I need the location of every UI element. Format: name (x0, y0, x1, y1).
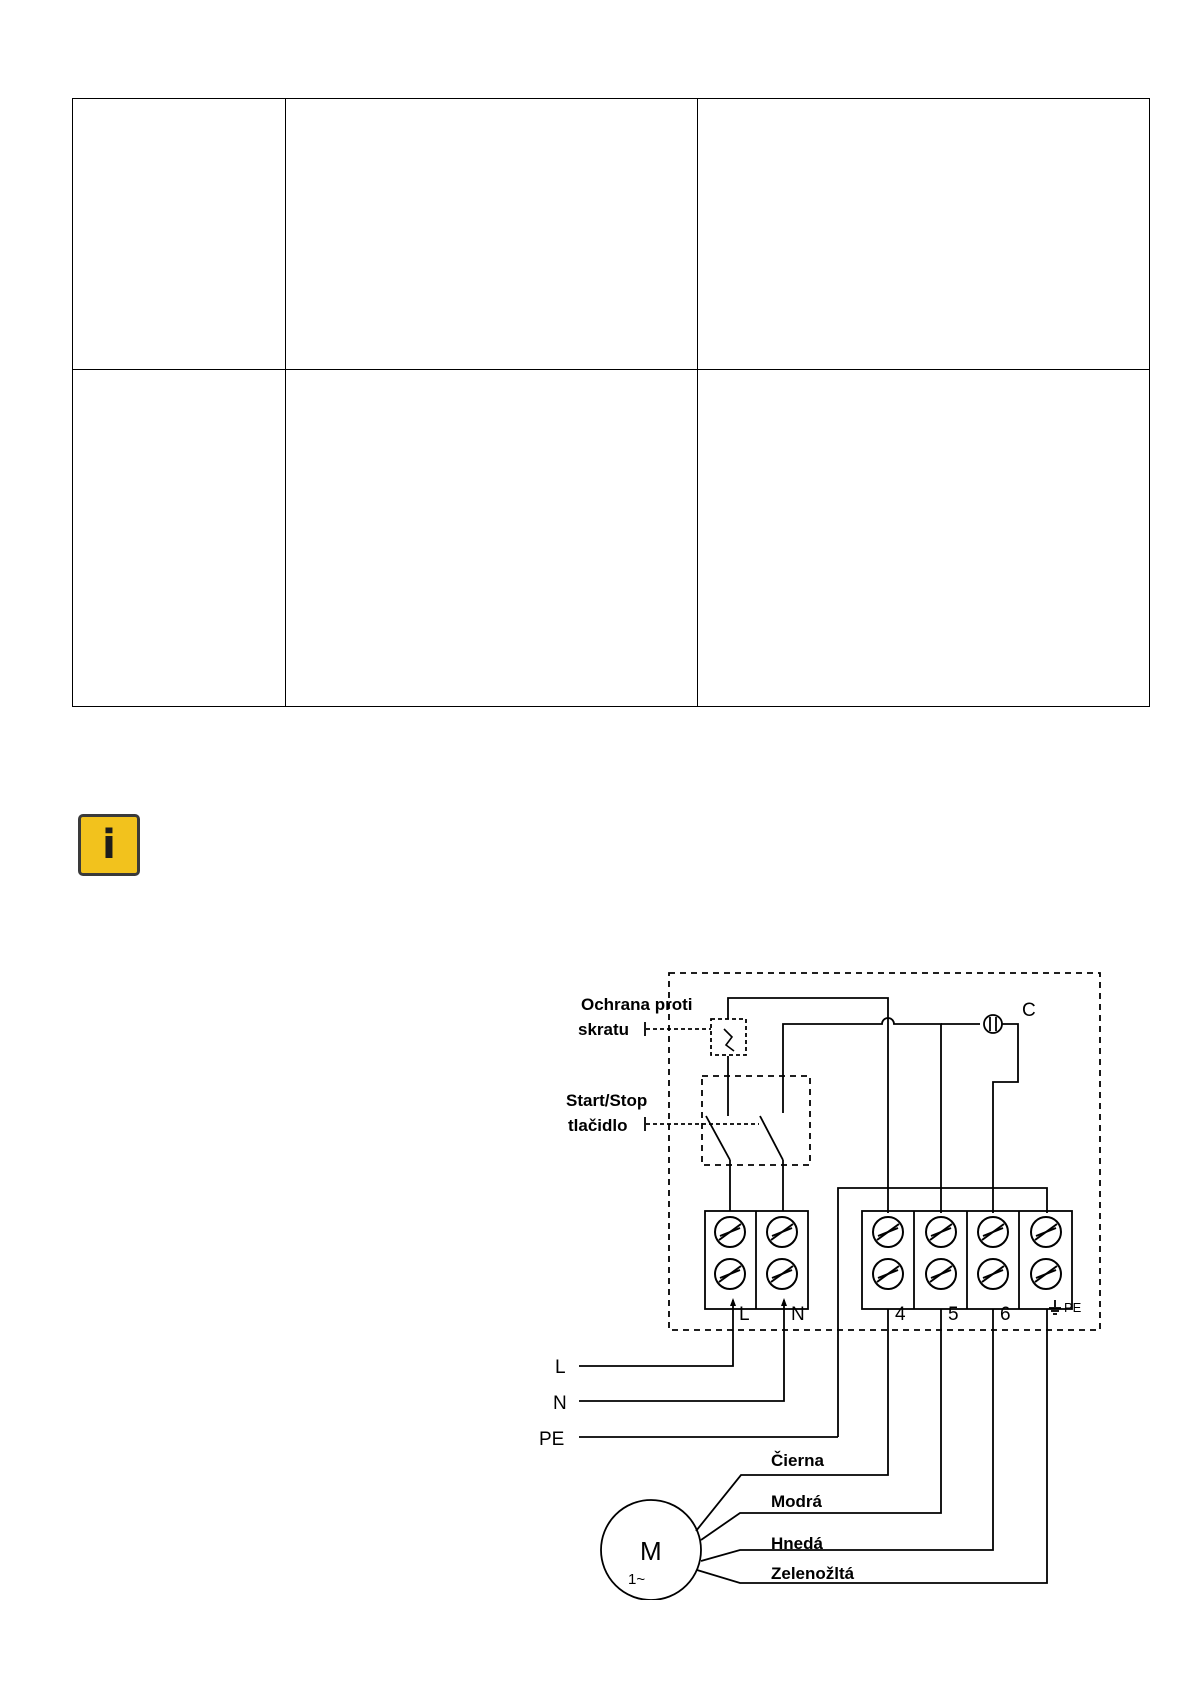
table-row (73, 370, 1150, 707)
screw-PE-top (1031, 1217, 1061, 1247)
table-cell (285, 370, 697, 707)
wire-black-label: Čierna (771, 1451, 824, 1470)
mains-N-label: N (553, 1393, 567, 1414)
mains-L-label: L (555, 1357, 566, 1378)
arrow-N (781, 1298, 787, 1306)
wiring-diagram (0, 940, 1192, 1600)
terminal-4-label: 4 (895, 1304, 906, 1325)
screw-N-top (767, 1217, 797, 1247)
wire-green-yellow-label: Zelenožltá (771, 1564, 855, 1583)
screw-4-bottom (873, 1259, 903, 1289)
table-row (73, 99, 1150, 370)
table-cell (285, 99, 697, 370)
start-stop-label-1: Start/Stop (566, 1091, 648, 1110)
screw-L-top (715, 1217, 745, 1247)
motor-label: M (640, 1536, 662, 1566)
screw-L-bottom (715, 1259, 745, 1289)
wire-brown-label: Hnedá (771, 1534, 823, 1553)
terminal-PE-label: PE (1064, 1300, 1082, 1315)
table-cell (73, 99, 286, 370)
screw-PE-bottom (1031, 1259, 1061, 1289)
wire-blue-label: Modrá (771, 1492, 822, 1511)
protection-label-1: Ochrana proti (581, 995, 693, 1014)
mains-PE-label: PE (539, 1429, 565, 1450)
start-stop-label-2: tlačidlo (568, 1116, 628, 1135)
info-glyph: i (102, 822, 116, 868)
arrow-L (730, 1298, 736, 1306)
switch-box (702, 1076, 810, 1165)
capacitor-label: C (1022, 1000, 1036, 1021)
content-table (72, 98, 1150, 707)
terminal-6-label: 6 (1000, 1304, 1011, 1325)
protection-box (711, 1019, 746, 1055)
table-cell (697, 370, 1149, 707)
terminal-5-label: 5 (948, 1304, 959, 1325)
terminal-L-label: L (739, 1304, 750, 1325)
motor-phase-label: 1~ (628, 1571, 646, 1588)
screw-6-bottom (978, 1259, 1008, 1289)
terminal-N-label: N (791, 1304, 805, 1325)
protection-label-2: skratu (578, 1020, 630, 1039)
table-cell (697, 99, 1149, 370)
screw-5-top (926, 1217, 956, 1247)
table-cell (73, 370, 286, 707)
screw-6-top (978, 1217, 1008, 1247)
screw-4-top (873, 1217, 903, 1247)
screw-5-bottom (926, 1259, 956, 1289)
info-icon (78, 814, 140, 876)
screw-N-bottom (767, 1259, 797, 1289)
